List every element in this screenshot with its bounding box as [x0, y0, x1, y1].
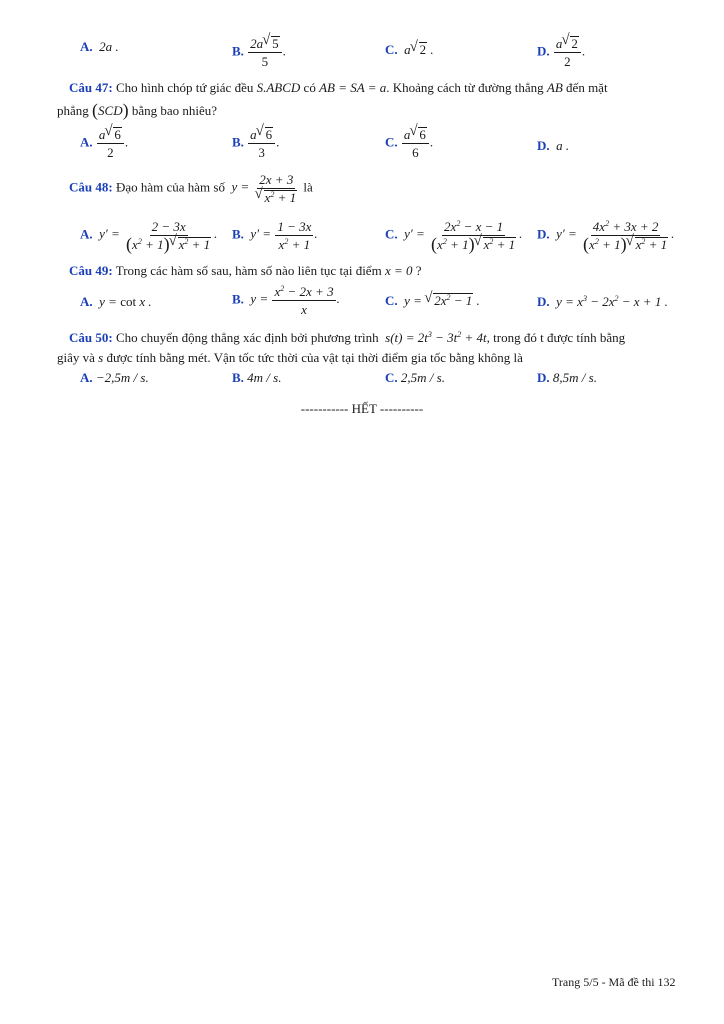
option-label: D.	[537, 294, 550, 309]
question-text: được tính bằng mét. Vận tốc tức thời của vật tại thời điểm gia tốc bằng không là	[106, 350, 523, 365]
q47-option-a: A. $\frac{a√ 6}{2}$ .	[80, 127, 128, 160]
question-text: Đạo hàm của hàm số	[115, 179, 225, 195]
option-label: D.	[537, 226, 550, 242]
question-text: . Khoảng cách từ đường thẳng	[386, 80, 544, 95]
page-footer: Trang 5/5 - Mã đề thi 132	[552, 975, 676, 989]
option-math: y′ = $\frac{2 - 3x}{(x^2 + 1)√ x^2 + 1}$ .	[96, 226, 218, 241]
option-label: B.	[232, 370, 244, 385]
question-text: là	[303, 179, 313, 195]
option-label: A.	[80, 226, 93, 242]
q50-option-a	[80, 370, 149, 386]
option-label: C.	[385, 42, 398, 57]
q49-option-d	[537, 294, 668, 310]
option-math: y′ = $\frac{2x^2 - x - 1}{(x^2 + 1)√ x^2 + 1}$ .	[401, 226, 523, 241]
option-math: y = $\frac{x^2 - 2x + 3}{x}$ .	[247, 284, 340, 317]
q49-option-a	[80, 294, 152, 310]
q49-stem	[69, 263, 422, 279]
q50-stem-line2	[57, 350, 523, 366]
option-math: y = √ $2x^2 - 1$ .	[401, 293, 480, 308]
option-label: B.	[232, 226, 244, 242]
option-math: y′ = $\frac{1 - 3x}{x^2 + 1}$ .	[247, 219, 318, 252]
q49-option-c	[385, 293, 480, 309]
question-math: x = 0	[384, 263, 413, 278]
q48-option-a	[80, 219, 217, 252]
q47-option-b: B. $\frac{a√ 6}{3}$ .	[232, 127, 279, 160]
q50-option-d	[537, 370, 597, 386]
question-text: đến mặt	[566, 80, 608, 95]
q50-stem-line1	[69, 330, 625, 346]
question-text: bằng bao nhiêu?	[131, 103, 218, 118]
question-math: S.ABCD	[256, 80, 301, 95]
question-text: giây và	[57, 350, 95, 365]
question-text: phẳng	[57, 103, 89, 118]
fraction: $\frac{a√ 6}{6}$	[402, 127, 429, 160]
question-text: có	[303, 80, 316, 95]
option-math: y′ = $\frac{4x^2 + 3x + 2}{(x^2 + 1)√ x^2 + 1}$ .	[553, 226, 675, 241]
q46-option-d: D. $\frac{a√ 2}{2}$ .	[537, 36, 585, 69]
question-text: ?	[415, 263, 422, 278]
q49-option-b	[232, 284, 340, 317]
option-label: B.	[232, 291, 244, 307]
option-label: C.	[385, 370, 398, 385]
question-math: AB = SA = a	[319, 80, 387, 95]
option-label: B.	[232, 134, 244, 150]
q48-option-c	[385, 219, 522, 252]
q50-option-b	[232, 370, 281, 386]
option-label: D.	[537, 138, 550, 153]
option-label: A.	[80, 370, 93, 385]
q50-option-c	[385, 370, 445, 386]
option-label: B.	[232, 43, 244, 59]
question-number: Câu 50:	[69, 330, 113, 345]
option-math: y = cot x .	[95, 294, 152, 309]
question-math: s	[98, 350, 104, 365]
fraction: $\frac{2a√ 5}{5}$	[248, 36, 282, 69]
option-label: A.	[80, 294, 93, 309]
q47-stem-line2: phẳng (SCD) bằng bao nhiêu?	[57, 100, 218, 120]
question-text: Trong các hàm số sau, hàm số nào liên tục tại điểm	[115, 263, 382, 278]
option-label: D.	[537, 370, 550, 385]
option-label: A.	[80, 39, 93, 54]
end-marker: ----------- HẾT ----------	[300, 401, 424, 416]
option-math: $y = x^3 - 2x^2 - x + 1$ .	[552, 294, 668, 309]
option-value: −2,5m / s.	[95, 370, 149, 385]
option-label: D.	[537, 43, 550, 59]
question-text: Cho hình chóp tứ giác đều	[115, 80, 254, 95]
option-math: a .	[552, 138, 570, 153]
q46-option-b: B. $\frac{2a√ 5}{5}$ .	[232, 36, 286, 69]
option-value: 8,5m / s.	[552, 370, 597, 385]
question-math: $s(t) = 2t^3 - 3t^2 + 4t$	[381, 330, 487, 345]
question-text: , trong đó t được tính bằng	[486, 330, 626, 345]
fraction: $\frac{a√ 6}{3}$	[248, 127, 275, 160]
option-value: 2,5m / s.	[400, 370, 445, 385]
question-text: Cho chuyển động thẳng xác định bởi phương trình	[115, 330, 379, 345]
fraction: $\frac{a√ 2}{2}$	[554, 36, 581, 69]
q46-option-a	[80, 39, 119, 55]
option-label: A.	[80, 134, 93, 150]
option-math: a√ 2 .	[401, 42, 434, 57]
q48-option-d	[537, 219, 674, 252]
q46-option-c	[385, 42, 434, 58]
q48-option-b	[232, 219, 318, 252]
question-number: Câu 47:	[69, 80, 113, 95]
option-value: 4m / s.	[247, 370, 282, 385]
option-math: 2a .	[95, 39, 119, 54]
option-label: C.	[385, 226, 398, 242]
q47-stem-line1	[69, 80, 608, 96]
q48-stem	[69, 172, 313, 205]
option-label: C.	[385, 134, 398, 150]
q47-option-d	[537, 138, 569, 154]
question-math: y = 2x + 3 √ $x^2 + 1$	[228, 179, 300, 194]
option-label: C.	[385, 293, 398, 308]
question-math: AB	[546, 80, 563, 95]
fraction: $\frac{a√ 6}{2}$	[97, 127, 124, 160]
question-math: SCD	[98, 103, 123, 118]
q47-option-c: C. $\frac{a√ 6}{6}$ .	[385, 127, 433, 160]
question-number: Câu 49:	[69, 263, 113, 278]
question-number: Câu 48:	[69, 179, 113, 195]
